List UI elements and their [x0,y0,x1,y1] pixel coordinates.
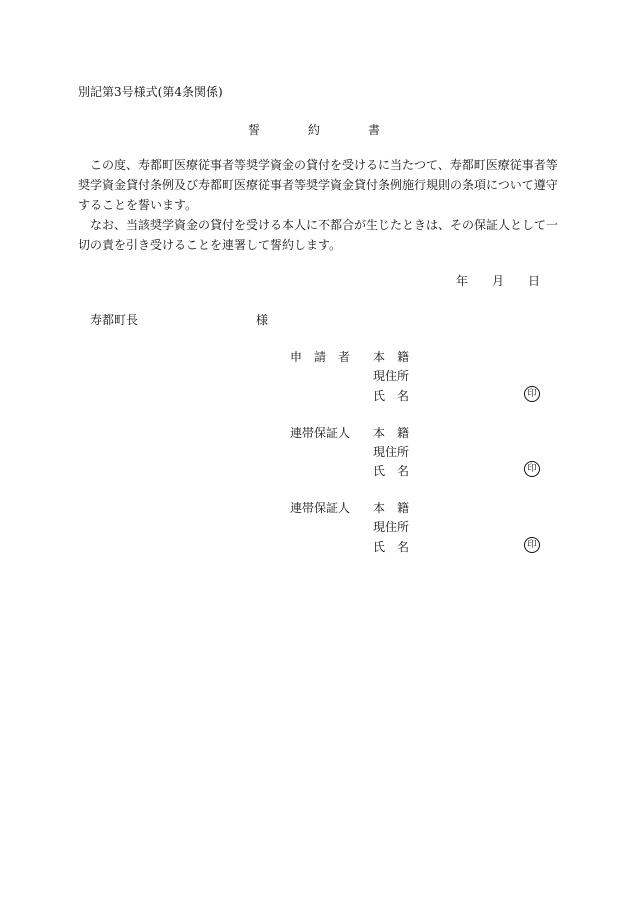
field-name: 氏 名 [373,389,410,403]
field-address: 現住所 [373,369,410,383]
pledge-paragraph-2: なお、当該奨学資金の貸付を受ける本人に不都合が生じたときは、その保証人として一切の責を引き受けることを連署して誓約します。 [78,218,559,252]
title-char-2: 約 [308,123,321,137]
field-name: 氏 名 [373,540,410,554]
title-char-1: 誓 [248,123,261,137]
form-number-label: 別記第3号様式(第4条関係) [78,85,223,99]
field-domicile: 本 籍 [373,501,410,515]
title-char-3: 書 [368,123,381,137]
addressee-honorific: 様 [256,313,269,327]
seal-mark: 印 [524,537,540,553]
seal-mark: 印 [524,386,540,402]
seal-mark: 印 [524,461,540,477]
signer-role: 申 請 者 [290,350,351,364]
field-address: 現住所 [373,520,410,534]
field-domicile: 本 籍 [373,426,410,440]
date-year: 年 [456,274,469,288]
date-day: 日 [528,274,541,288]
field-name: 氏 名 [373,464,410,478]
field-address: 現住所 [373,445,410,459]
signer-role: 連帯保証人 [290,426,351,440]
date-month: 月 [492,274,505,288]
field-domicile: 本 籍 [373,350,410,364]
addressee-name: 寿都町長 [90,313,139,327]
pledge-paragraph-1: この度、寿都町医療従事者等奨学資金の貸付を受けるに当たつて、寿都町医療従事者等奨学資金貸付条例及び寿都町医療従事者等奨学資金貸付条例施行規則の条項について遵守することを誓います。 [78,158,558,212]
signer-role: 連帯保証人 [290,501,351,515]
